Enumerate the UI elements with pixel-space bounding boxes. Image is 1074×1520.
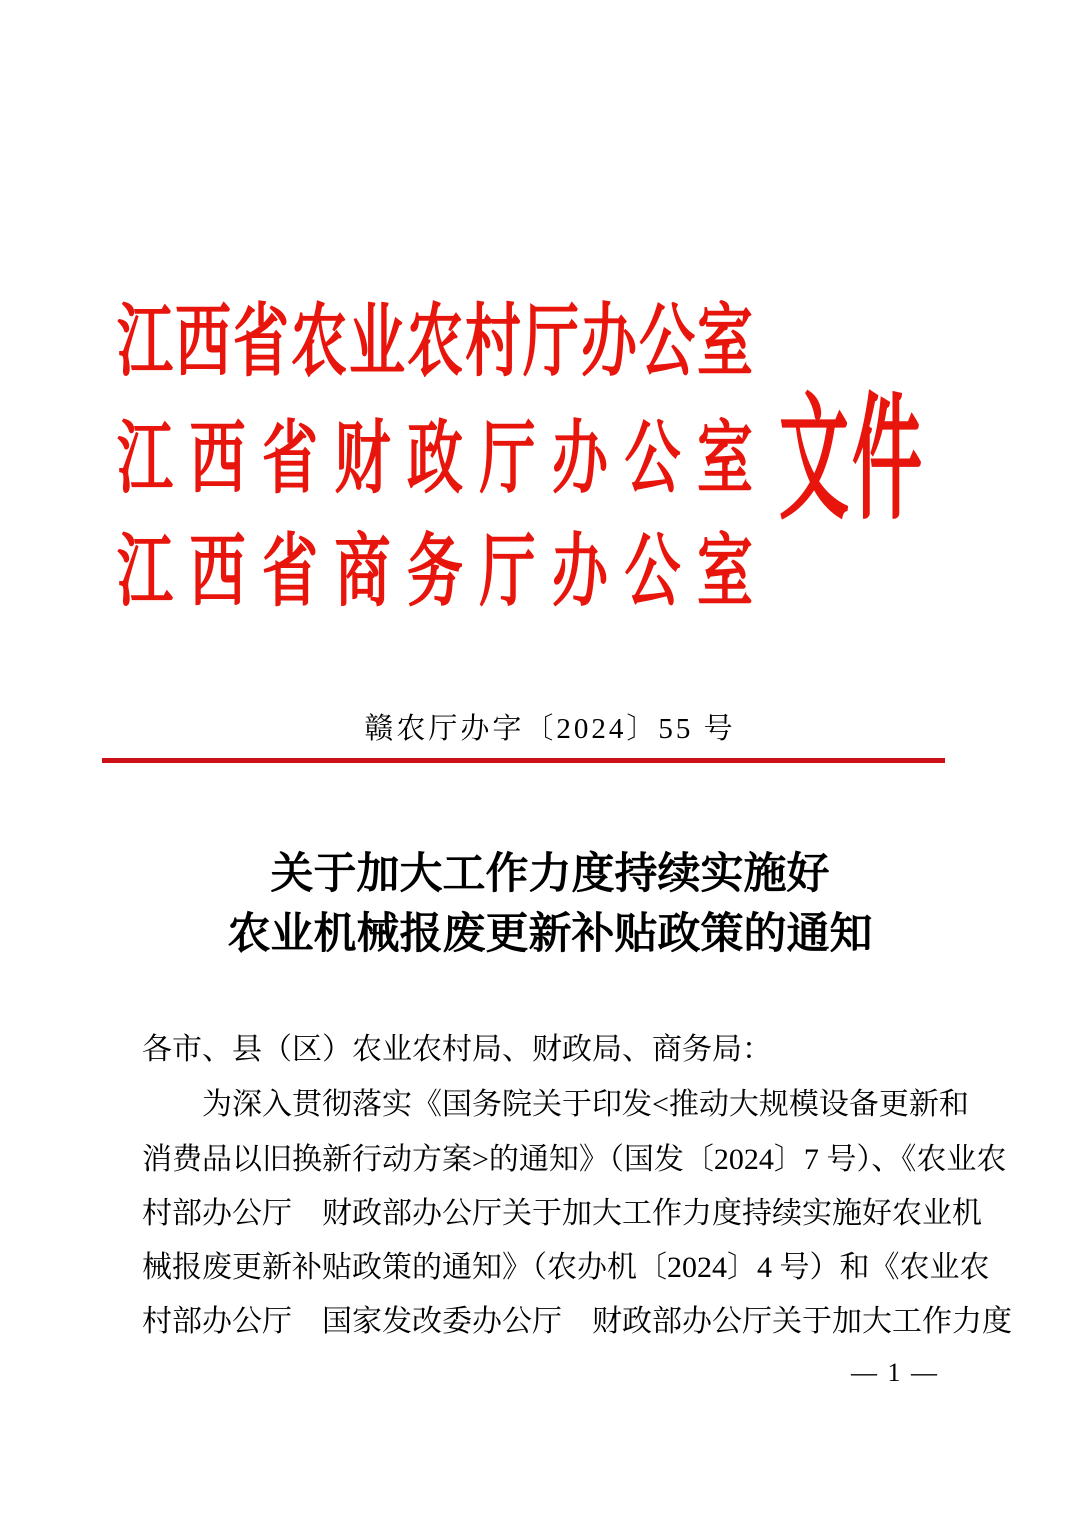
body-text-line: 械报废更新补贴政策的通知》（农办机〔2024〕4 号）和《农业农 xyxy=(142,1251,990,1284)
notice-title-line-2: 农业机械报废更新补贴政策的通知 xyxy=(227,911,873,958)
salutation-line: 各市、县（区）农业农村局、财政局、商务局： xyxy=(142,1033,772,1066)
agency-name-line-2: 江西省财政厅办公室 xyxy=(117,416,753,505)
body-text-line: 村部办公厅 国家发改委办公厅 财政部办公厅关于加大工作力度 xyxy=(142,1305,1012,1338)
agency-name-line-1: 江西省农业农村厅办公室 xyxy=(117,299,753,388)
document-number: 赣农厅办字〔2024〕55 号 xyxy=(364,713,736,745)
body-text-line: 为深入贯彻落实《国务院关于印发<推动大规模设备更新和 xyxy=(202,1088,969,1121)
agency-name-line-3: 江西省商务厅办公室 xyxy=(117,529,753,618)
notice-title xyxy=(90,845,1010,965)
notice-title-line-1: 关于加大工作力度持续实施好 xyxy=(270,851,830,898)
body-text-line: 消费品以旧换新行动方案>的通知》（国发〔2024〕7 号）、《农业农 xyxy=(142,1143,1007,1176)
red-divider-line xyxy=(102,758,945,763)
body-text-line: 村部办公厅 财政部办公厅关于加大工作力度持续实施好农业机 xyxy=(142,1197,982,1230)
page-number: — 1 — xyxy=(851,1358,939,1387)
doc-type-label: 文件 xyxy=(779,387,925,538)
